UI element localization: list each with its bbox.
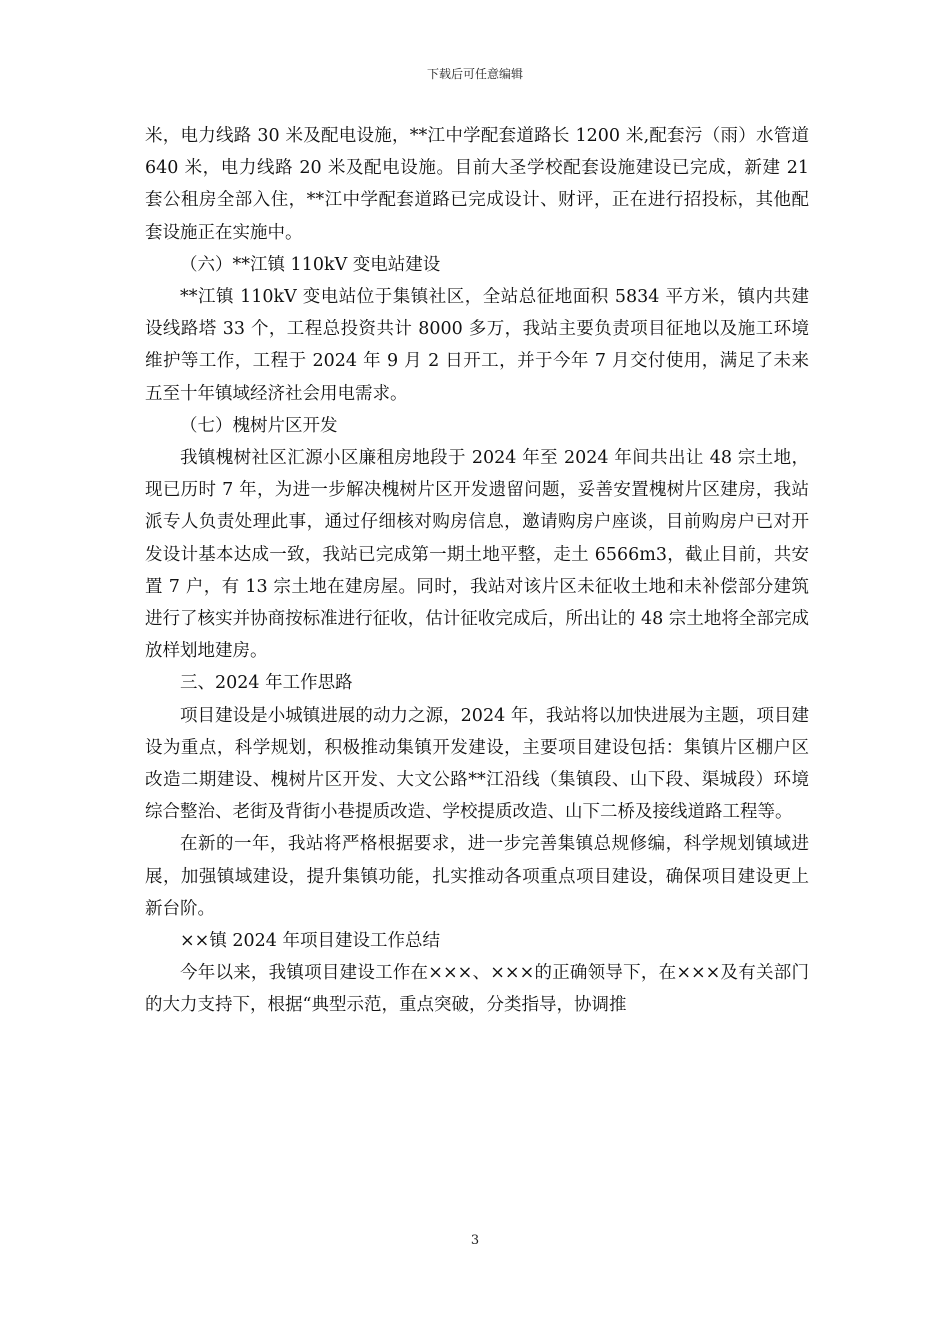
paragraph-huaishu: 我镇槐树社区汇源小区廉租房地段于 2024 年至 2024 年间共出让 48 宗土地，现已历时 7 年，为进一步解决槐树片区开发遗留问题，妥善安置槐树片区建房，我站派专人负责处理此事，通过仔细核对购房信息，邀请购房户座谈，目前购房户已对开发设计基本达成一致，我站已完成第一期土地平整，走土 6566m3，截止目前，共安置 7 户，有 13 宗土地在建房屋。同时，我站对该片区未征收土地和未补偿部分建筑进行了核实并协商按标准进行征收，估计征收完成后，所出让的 48 宗土地将全部完成放样划地建房。 (145, 448, 809, 662)
section-heading-substation: （六）**江镇 110kV 变电站建设 (180, 254, 441, 275)
paragraph-continuation: 米，电力线路 30 米及配电设施，**江中学配套道路长 1200 米,配套污（雨）水管道 640 米，电力线路 20 米及配电设施。目前大圣学校配套设施建设已完成，新建 21 套公租房全部入住，**江中学配套道路已完成设计、财评，正在进行招投标，其他配套设施正在实施中。 (145, 126, 809, 243)
paragraph-summary-intro: 今年以来，我镇项目建设工作在×××、×××的正确领导下，在×××及有关部门的大力支持下，根据“典型示范，重点突破，分类指导，协调推 (145, 963, 809, 1016)
section-heading-summary: ××镇 2024 年项目建设工作总结 (180, 931, 440, 952)
section-heading-work-plan: 三、2024 年工作思路 (180, 673, 353, 694)
section-heading-huaishu: （七）槐树片区开发 (180, 415, 338, 436)
header-note: 下载后可任意编辑 (426, 67, 523, 81)
paragraph-new-year: 在新的一年，我站将严格根据要求，进一步完善集镇总规修编，科学规划镇域进展，加强镇域建设，提升集镇功能，扎实推动各项重点项目建设，确保项目建设更上新台阶。 (145, 834, 809, 919)
page-number: 3 (470, 1233, 480, 1248)
document-body (145, 120, 809, 1022)
paragraph-substation: **江镇 110kV 变电站位于集镇社区，全站总征地面积 5834 平方米，镇内共建设线路塔 33 个，工程总投资共计 8000 多万，我站主要负责项目征地以及施工环境维护等工作，工程于 2024 年 9 月 2 日开工，并于今年 7 月交付使用，满足了未来五至十年镇域经济社会用电需求。 (145, 287, 809, 404)
paragraph-work-plan: 项目建设是小城镇进展的动力之源，2024 年，我站将以加快进展为主题，项目建设为重点，科学规划，积极推动集镇开发建设，主要项目建设包括：集镇片区棚户区改造二期建设、槐树片区开发、大文公路**江沿线（集镇段、山下段、渠城段）环境综合整治、老街及背街小巷提质改造、学校提质改造、山下二桥及接线道路工程等。 (145, 705, 809, 823)
